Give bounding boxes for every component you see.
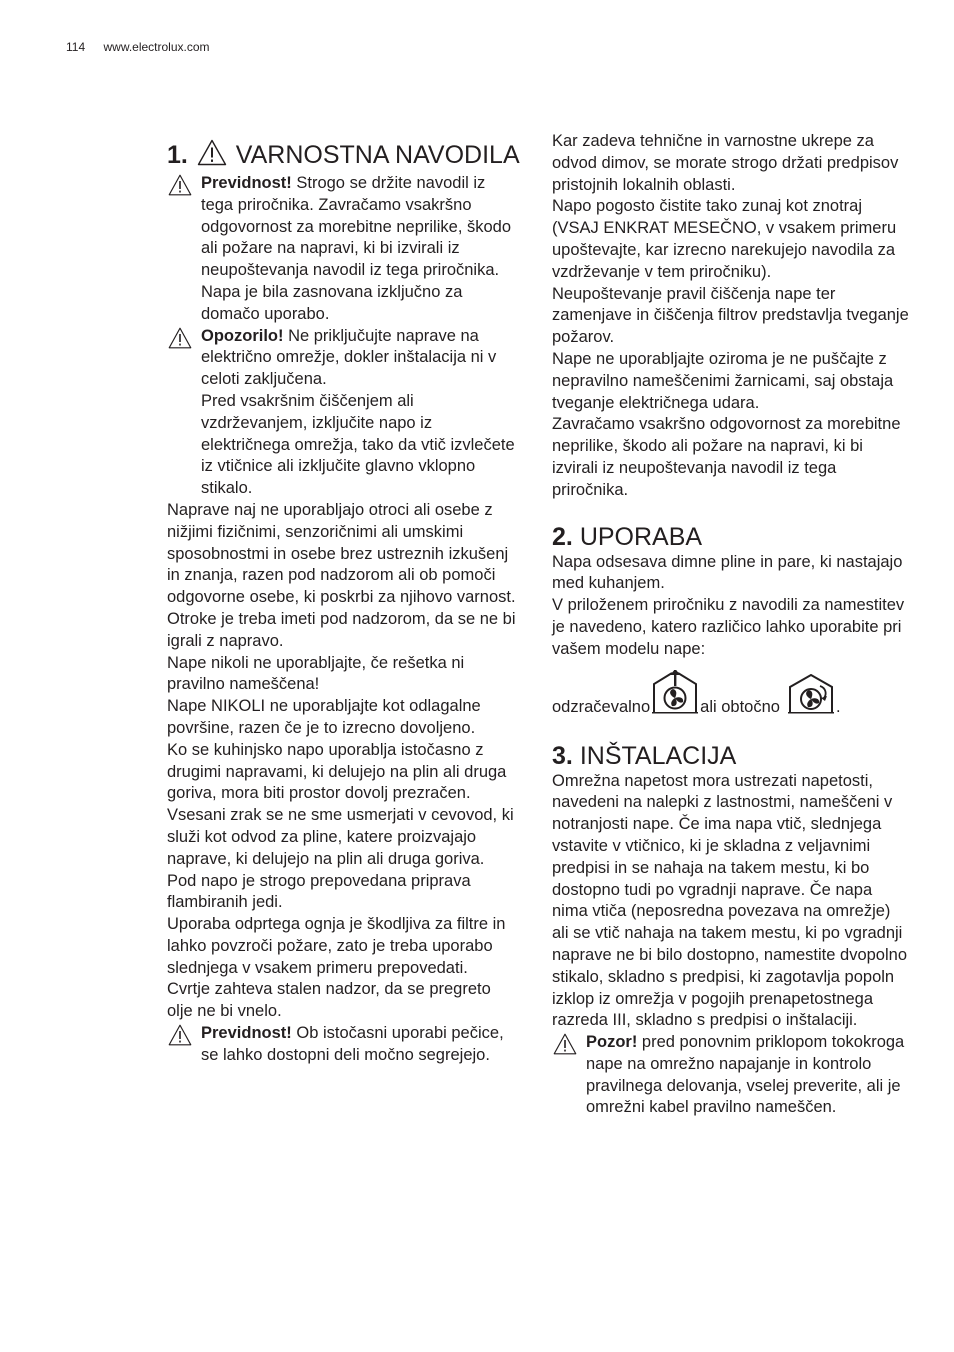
section1-number: 1. xyxy=(167,141,188,169)
mode-icons-line xyxy=(552,679,909,721)
warning-text-3 xyxy=(201,1023,519,1067)
paragraph: Nape nikoli ne uporabljajte, če rešetka ni pravilno nameščena! xyxy=(167,653,465,694)
paragraph: Napo pogosto čistite tako zunaj kot znotraj (VSAJ ENKRAT MESEČNO, v vsakem primeru upoštevajte, kar izrecno narekujejo navodila za vzdrževanje v tem priročniku). xyxy=(552,197,897,281)
icons-line-end: . xyxy=(835,697,841,716)
paragraph: Cvrtje zahteva stalen nadzor, da se pregreto olje ne bi vnelo. xyxy=(167,980,491,1021)
paragraph: V priloženem priročniku z navodili za namestitev je navedeno, katero različico lahko uporabite pri vašem modelu nape: xyxy=(552,596,905,658)
paragraph: Otroke je treba imeti pod nadzorom, da se ne bi igrali z napravo. xyxy=(167,609,516,650)
section2-heading xyxy=(552,522,909,552)
left-column xyxy=(167,131,519,1067)
warning-body-2: Ne priključujte naprave na električno omrežje, dokler inštalacija ni v celoti zaključena. xyxy=(201,326,497,389)
paragraph: Nape ne uporabljajte oziroma je ne puščajte z nepravilno nameščenimi žarnicami, saj obstaja tveganje električnega udara. xyxy=(552,349,894,412)
right-column xyxy=(552,131,909,1119)
paragraph: Kar zadeva tehnične in varnostne ukrepe za odvod dimov, se morate strogo držati predpisov pristojnih lokalnih oblasti. xyxy=(552,132,899,194)
warning-body-3: Ob istočasni uporabi pečice, se lahko dostopni deli močno segrejejo. xyxy=(201,1024,504,1064)
warning-label-1: Previdnost! xyxy=(201,174,292,192)
warning-triangle-icon xyxy=(168,174,192,203)
website-url: www.electrolux.com xyxy=(103,40,210,54)
section3-heading xyxy=(552,741,909,771)
warning-label-2: Opozorilo! xyxy=(201,326,284,345)
warning-block-4 xyxy=(552,1032,909,1119)
warning-label-3: Previdnost! xyxy=(201,1024,292,1043)
extraction-label: odzračevalno xyxy=(552,697,651,716)
warning-block-1 xyxy=(167,173,519,326)
warning-block-2 xyxy=(167,326,519,500)
paragraph: Naprave naj ne uporabljajo otroci ali osebe z nižjimi fizičnimi, senzoričnimi ali umskimi sposobnostmi in osebe brez ustreznih izkušenj in znanja, razen pod nadzorom ali ob pomoči odgovorne osebe, ki poskrbi za njihovo varnost. xyxy=(167,500,516,607)
warning-triangle-icon xyxy=(168,1024,192,1053)
warning-triangle-icon xyxy=(168,327,192,356)
warning-text-2 xyxy=(201,326,519,391)
section1-title: VARNOSTNA NAVODILA xyxy=(235,141,520,169)
section3-number: 3. xyxy=(552,741,573,770)
warning-text-1 xyxy=(201,173,519,326)
warning-block-3 xyxy=(167,1023,519,1067)
paragraph: Omrežna napetost mora ustrezati napetosti, navedeni na nalepki z lastnostmi, nameščeni v notranjosti nape. Če ima napa vtič, slednjega vstavite v vtičnico, ki je skladna z veljavnimi predpisi in se nahaja na takem mestu, ki bo dostopno tudi po vgradnji naprave. Če napa nima vtiča (neposredna povezava na omrežje) ali se vtič nahaja na takem mestu, ki po vgradnji naprave ne bi bilo dostopno, namestite dvopolno stikalo, skladno s predpisi, ki zagotavlja popoln izklop iz omrežja v pogojih prenapetostnega razreda III, skladno s predpisi o inštalaciji. xyxy=(552,771,907,1030)
paragraph: Uporaba odprtega ognja je škodljiva za filtre in lahko povzroči požare, zato je treba uporabo slednjega v vsakem primeru prepovedati. xyxy=(167,915,506,977)
warning-body-1: Strogo se držite navodil iz tega priročnika. Zavračamo vsakršno odgovornost za morebitne neprilike, škodo ali požare na napravi, ki bi izvirali iz neupoštevanja navodil iz tega priročnika. Napa je bila zasnovana izključno za domačo uporabo. xyxy=(201,174,512,323)
section2-title: UPORABA xyxy=(579,522,703,551)
warning-body-4: pred ponovnim priklopom tokokroga nape na omrežno napajanje in kontrolo pravilnega delovanja, vselej preverite, ali je omrežni kabel pravilno nameščen. xyxy=(586,1033,905,1117)
recirculation-mode-icon xyxy=(787,674,835,721)
warning-text-4 xyxy=(586,1032,909,1119)
section1-heading xyxy=(167,139,519,173)
page-number: 114 xyxy=(66,40,86,54)
warning-triangle-icon xyxy=(197,139,227,173)
section2-number: 2. xyxy=(552,522,573,551)
paragraph: Nape NIKOLI ne uporabljajte kot odlagalne površine, razen če je to izrecno dovoljeno. xyxy=(167,697,481,737)
paragraph: Vsesani zrak se ne sme usmerjati v cevovod, ki služi kot odvod za pline, katere proizvajajo naprave, ki delujejo na plin ali druga goriva. xyxy=(167,806,514,868)
paragraph: Pod napo je strogo prepovedana priprava flambiranih jedi. xyxy=(167,871,471,912)
paragraph: Neupoštevanje pravil čiščenja nape ter zamenjave in čiščenja filtrov predstavlja tveganje požarov. xyxy=(552,284,909,347)
page-header xyxy=(66,40,210,54)
paragraph: Napa odsesava dimne pline in pare, ki nastajajo med kuhanjem. xyxy=(552,552,903,593)
recirculation-label: ali obtočno xyxy=(700,697,780,716)
section3-title: INŠTALACIJA xyxy=(579,741,737,770)
warning-label-4: Pozor! xyxy=(586,1033,638,1052)
paragraph: Zavračamo vsakršno odgovornost za morebitne neprilike, škodo ali požare na napravi, ki bi izvirali iz neupoštevanja navodil iz tega priročnika. xyxy=(552,415,901,499)
warning-triangle-icon xyxy=(553,1033,577,1062)
warning-text-2-cont: Pred vsakršnim čiščenjem ali vzdrževanjem, izključite napo iz električnega omrežja, tako da vtič izvlečete iz vtičnice ali izključite glavno vklopno stikalo. xyxy=(201,391,515,498)
paragraph: Ko se kuhinjsko napo uporablja istočasno z drugimi napravami, ki delujejo na plin ali druga goriva, mora biti prostor dovolj prezračen. xyxy=(167,740,507,803)
extraction-mode-icon xyxy=(651,670,699,721)
